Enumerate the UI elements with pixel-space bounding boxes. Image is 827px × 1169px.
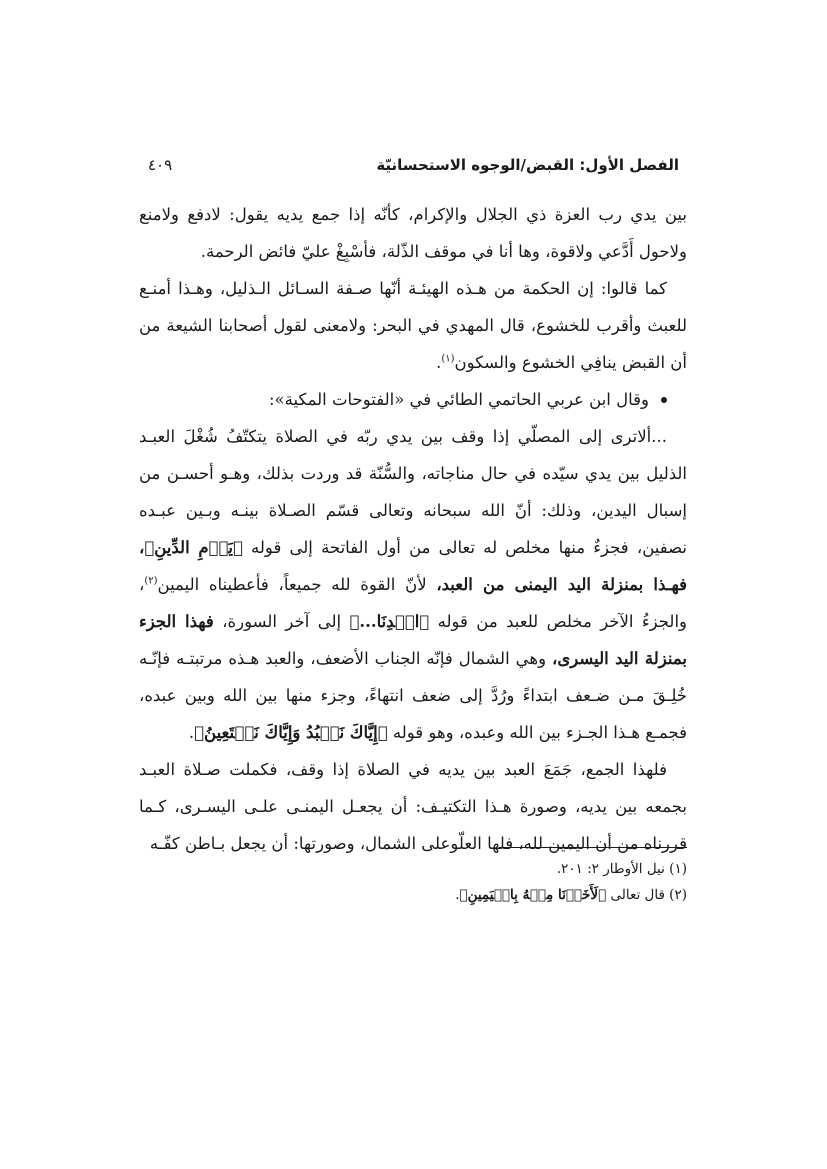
quote-bold-1: ، فهـذا بمنزلة اليد اليمنى من العبد، — [139, 538, 687, 594]
footnote-1: (١) نيل الأوطار ٢: ٢٠١. — [556, 861, 687, 877]
footnotes — [139, 856, 687, 908]
footnote-2-end: . — [455, 887, 460, 903]
footnote-2-verse: ﴿لَأَخَذۡنَا مِنۡهُ بِالۡيَمِينِ﴾ — [459, 887, 607, 903]
bullet-icon — [661, 397, 667, 403]
footnote-ref-1[interactable]: (١) — [441, 353, 455, 365]
quran-verse-2: ﴿اهۡدِنَا...﴾ — [349, 612, 430, 631]
paragraph-2-end: . — [436, 353, 442, 372]
quote-text-1: ...ألاترى إلى المصلّي إذا وقف بين يدي ربّه في الصلاة يتكتّفُ شُغْلَ العبـد الذليل بين يدي سيّده في حال مناجاته، والسُّنّة قد وردت بذلك، وهـو أحسـن من إسبال اليدين، وذلك: أنّ الله سبحانه وتعالى قسّم الصـلاة بينـه وبـين عبـده نصفين، فجزءٌ منها مخلص له تعالى من أول الفاتحة إلى قوله — [139, 427, 687, 557]
quote-text-3: ، والجزءُ الآخر مخلص للعبد من قوله — [139, 575, 687, 631]
paragraph-1: بين يدي رب العزة ذي الجلال والإكرام، كأنّه إذا جمع يديه يقول: لادفع ولامنع ولاحول أَدَّعي ولاقوة، وها أنا في موقف الذّلة، فأسْبِغْ عليّ فائض الرحمة. — [139, 205, 687, 261]
footnote-ref-2[interactable]: (٢) — [144, 575, 158, 587]
footnote-2-prefix: (٢) قال تعالى — [606, 887, 687, 903]
chapter-title: الفصل الأول: القبض/الوجوه الاستحسانيّة — [376, 156, 679, 174]
quote-text-5: وهي الشمال فإنّه الجناب الأضعف، والعبد هـذه مرتبتـه فإنّـه خُلِـقَ مـن ضـعف ابتداءً ورُدَّ إلى ضعف انتهاءً، وجزء منها بين الله وبين عبده، فجمـع هـذا الجـزء بين الله وعبده، وهو قوله — [139, 649, 687, 742]
body-text — [139, 196, 687, 862]
bullet-item — [139, 381, 687, 418]
quote-text-4: إلى آخر السورة، — [213, 612, 350, 631]
quran-verse-3: ﴿إِيَّاكَ نَعۡبُدُ وَإِيَّاكَ نَسۡتَعِينُ﴾ — [194, 723, 388, 742]
quote-bold-2: فهذا الجزء بمنزلة اليد اليسرى، — [139, 612, 688, 668]
running-header — [148, 150, 679, 180]
page-number: ٤٠٩ — [148, 156, 173, 174]
paragraph-3: فلهذا الجمع، جَمَعَ العبد بين يديه في الصلاة إذا وقف، فكملت صـلاة العبـد بجمعه بين يديه، وصورة هـذا التكتيـف: أن يجعـل اليمنـى علـى اليسـرى، كـما قررناه من أن اليمين لله، فلها العلّوعلى الشمال، وصورتها: أن يجعل بـاطن كفّـه — [139, 760, 687, 853]
quotation-paragraph — [139, 418, 687, 751]
footnote-2 — [139, 882, 687, 908]
quote-end: . — [188, 723, 195, 742]
footnote-divider — [499, 847, 687, 848]
paragraph-2 — [139, 270, 687, 381]
bullet-text: وقال ابن عربي الحاتمي الطائي في «الفتوحات المكية»: — [268, 390, 649, 409]
paragraph-2-text: كما قالوا: إن الحكمة من هـذه الهيئـة أنّها صـفة السـائل الـذليل، وهـذا أمنـع للعبث وأقرب للخشوع، قال المهدي في البحر: ولامعنى لقول أصحابنا الشيعة من أن القبض ينافِي الخشوع والسكون — [139, 279, 687, 372]
quote-text-2: لأنّ القوة لله جميعاً، فأعطيناه اليمين — [157, 575, 437, 594]
quran-verse-1: ﴿يَوۡمِ الدِّينِ﴾ — [144, 538, 243, 557]
